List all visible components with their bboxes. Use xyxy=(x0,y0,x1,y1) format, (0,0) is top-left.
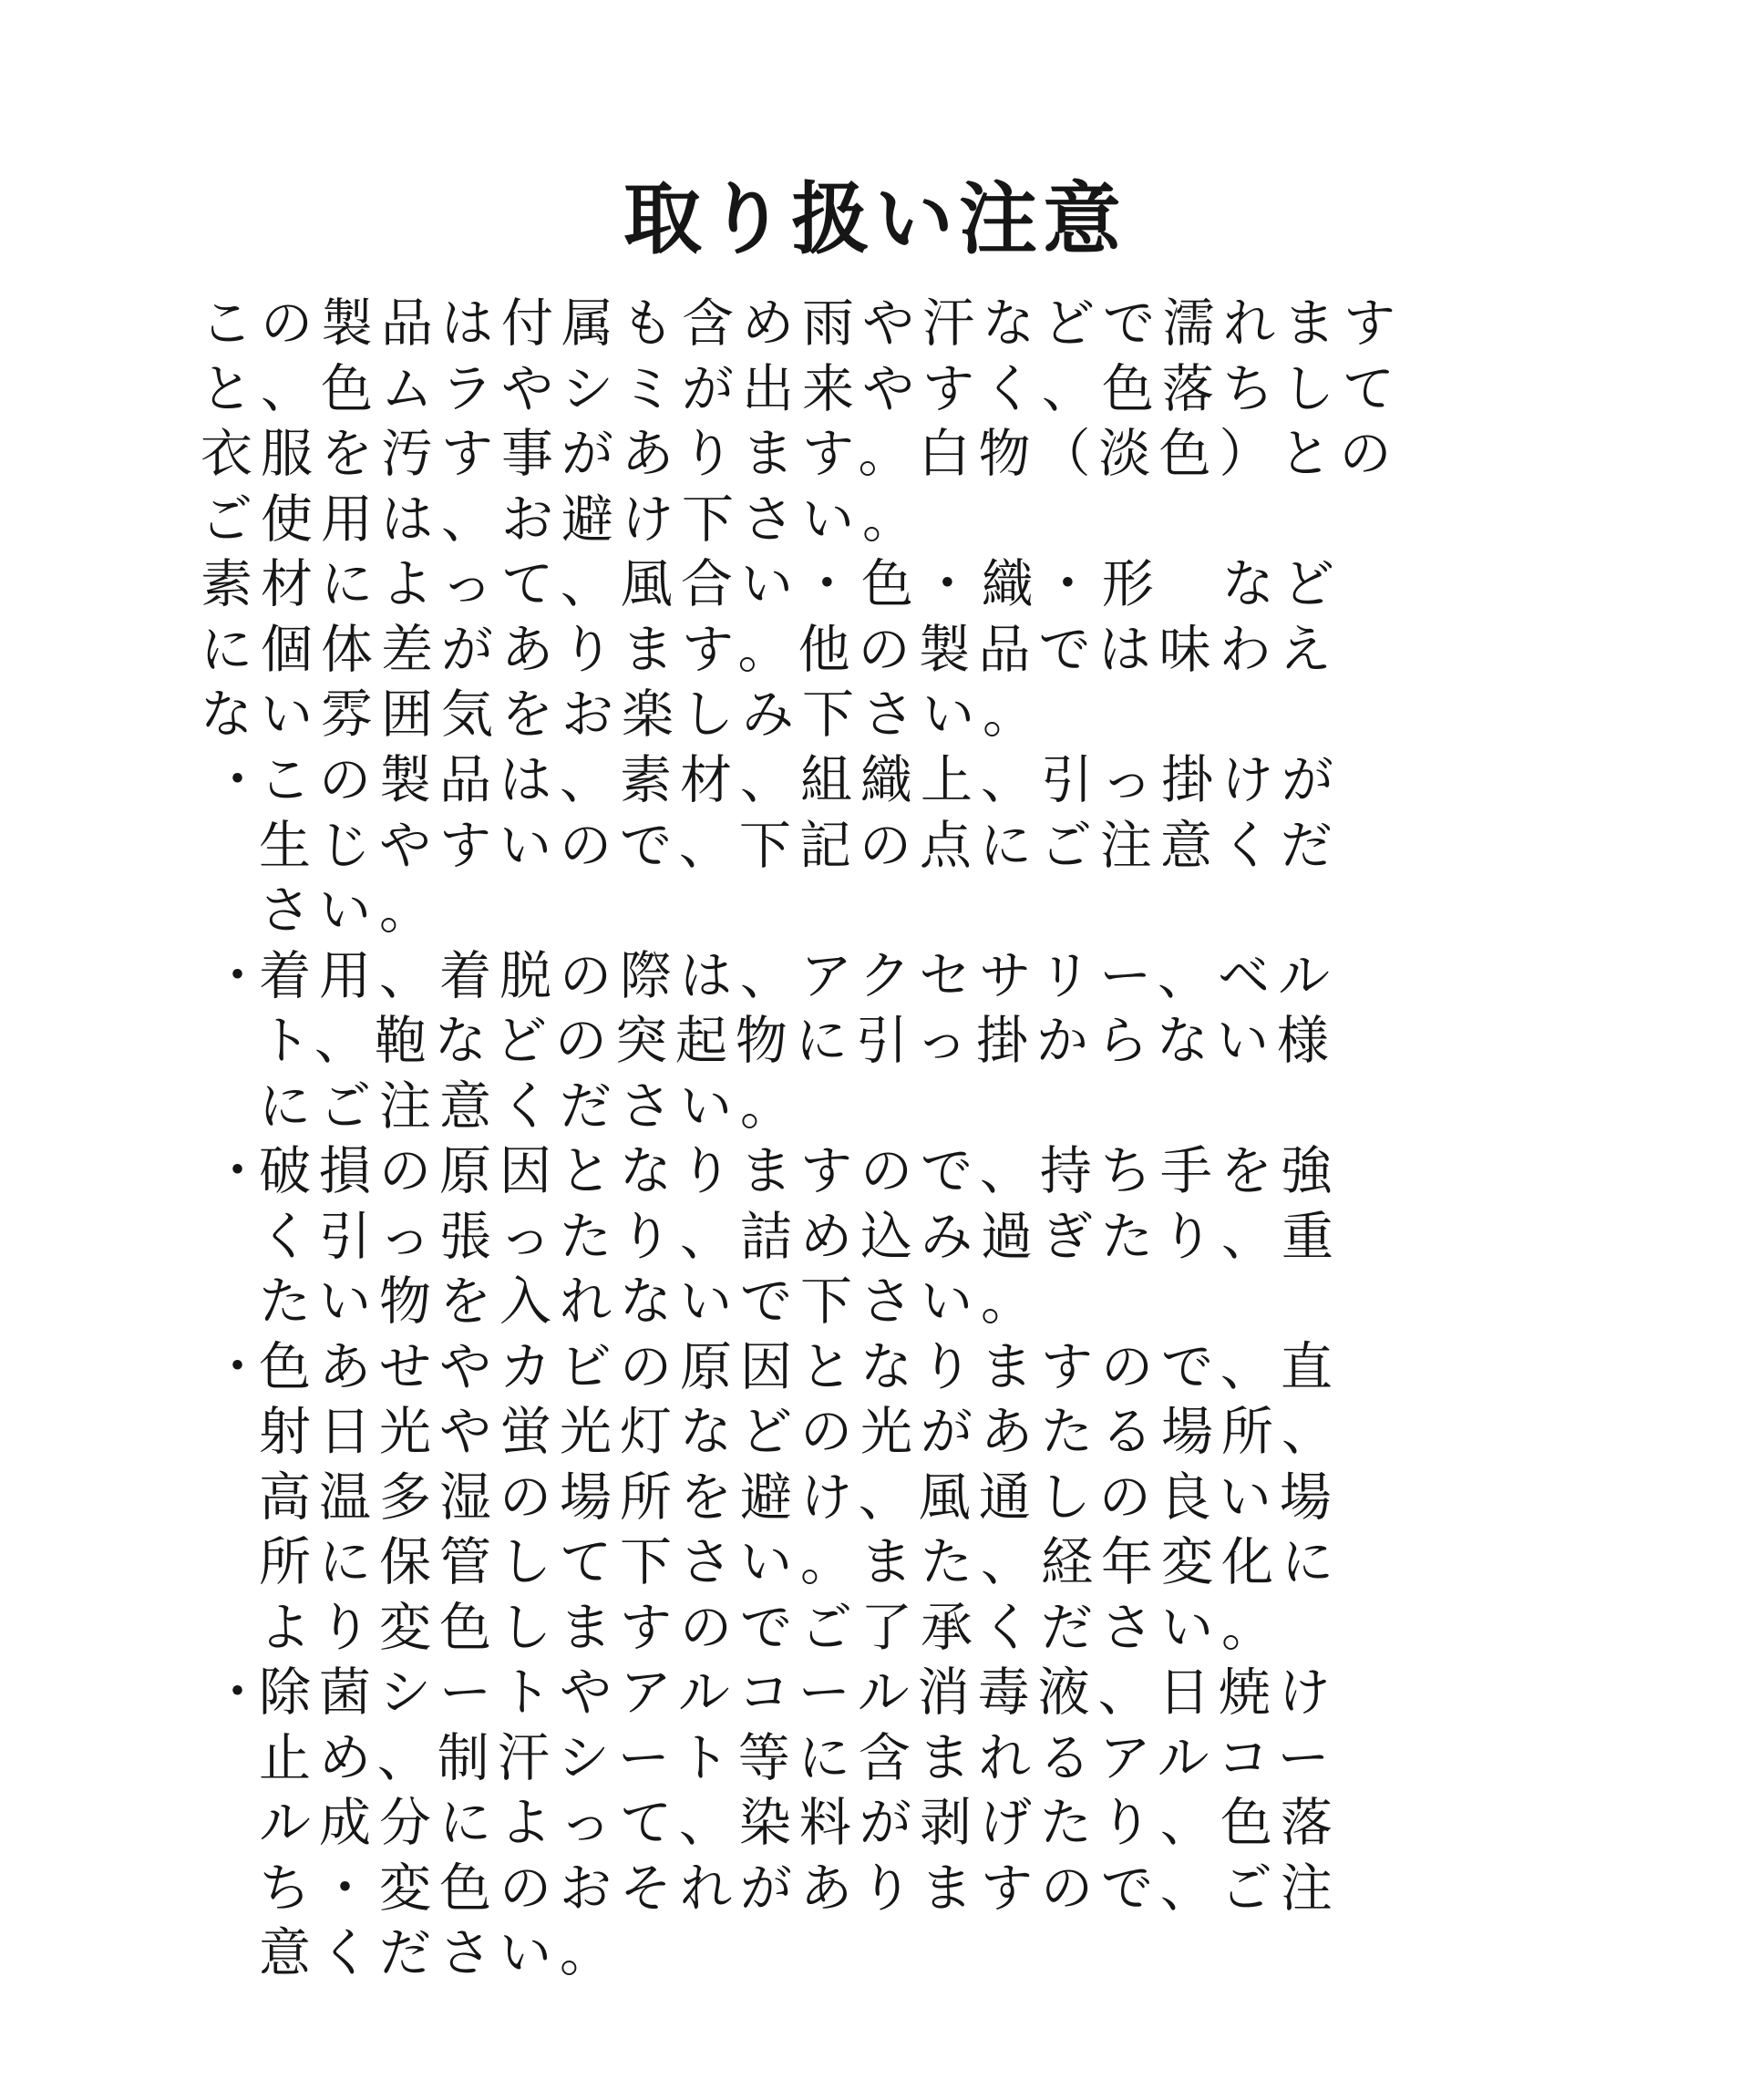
bullet-line: より変色しますのでご了承ください。 xyxy=(259,1597,1282,1658)
bullet-line: にご注意ください。 xyxy=(259,1076,800,1137)
page-title: 取り扱い注意 xyxy=(623,174,1127,265)
bullet-line: 破損の原因となりますので、持ち手を強 xyxy=(259,1141,1341,1201)
paragraph-line: 素材によって、風合い・色・織・形 など xyxy=(201,554,1343,614)
bullet-item-snagging xyxy=(211,748,1524,944)
bullet-line: 色あせやカビの原因となりますので、直 xyxy=(259,1336,1341,1397)
paragraph-line: ご使用は、お避け下さい。 xyxy=(201,489,922,550)
bullet-line: 所に保管して下さい。また、経年変化に xyxy=(259,1532,1342,1592)
notice-paragraph-material xyxy=(201,552,1549,748)
paragraph-line: に個体差があります。他の製品では味わえ xyxy=(201,619,1340,680)
bullet-marker: ・ xyxy=(211,1336,272,1397)
bullet-marker: ・ xyxy=(211,945,272,1006)
bullet-line: 生じやすいので、下記の点にご注意くだ xyxy=(259,815,1341,876)
paragraph-line: この製品は付属も含め雨や汗などで濡れます xyxy=(201,293,1404,354)
caution-bullet-list xyxy=(211,748,1524,1987)
bullet-line: この製品は、素材、組織上、引っ掛けが xyxy=(259,750,1342,810)
bullet-line: 高温多湿の場所を避け、風通しの良い場 xyxy=(259,1467,1340,1528)
bullet-marker: ・ xyxy=(211,1141,272,1201)
bullet-line: 止め、制汗シート等に含まれるアルコー xyxy=(259,1727,1338,1788)
paragraph-line: と、色ムラやシミが出来やすく、色落ちして xyxy=(201,358,1403,419)
bullet-line: 除菌シートやアルコール消毒液、日焼け xyxy=(259,1662,1339,1723)
bullet-marker: ・ xyxy=(211,1662,272,1723)
notice-paragraph-stain xyxy=(201,292,1549,552)
bullet-line: 意ください。 xyxy=(259,1923,620,1983)
bullet-line: 着用、着脱の際は、アクセサリー、ベル xyxy=(259,945,1339,1006)
bullet-item-alcohol xyxy=(211,1661,1524,1987)
bullet-line: たい物を入れないで下さい。 xyxy=(259,1271,1041,1332)
bullet-line: く引っ張ったり、詰め込み過ぎたり、重 xyxy=(259,1206,1342,1267)
bullet-line: ル成分によって、染料が剥げたり、色落 xyxy=(259,1793,1341,1853)
bullet-line: ち・変色のおそれがありますので、ご注 xyxy=(259,1858,1341,1919)
bullet-item-damage xyxy=(211,1139,1524,1335)
bullet-marker: ・ xyxy=(211,750,272,810)
paragraph-line: 衣服を汚す事があります。白物（淡色）との xyxy=(201,424,1400,484)
bullet-line: ト、鞄などの突起物に引っ掛からない様 xyxy=(259,1011,1337,1071)
bullet-item-accessories xyxy=(211,944,1524,1140)
bullet-line: 射日光や蛍光灯などの光があたる場所、 xyxy=(259,1402,1342,1462)
bullet-line: さい。 xyxy=(259,880,439,941)
bullet-item-storage xyxy=(211,1335,1524,1662)
paragraph-line: ない雰囲気をお楽しみ下さい。 xyxy=(201,685,1043,745)
